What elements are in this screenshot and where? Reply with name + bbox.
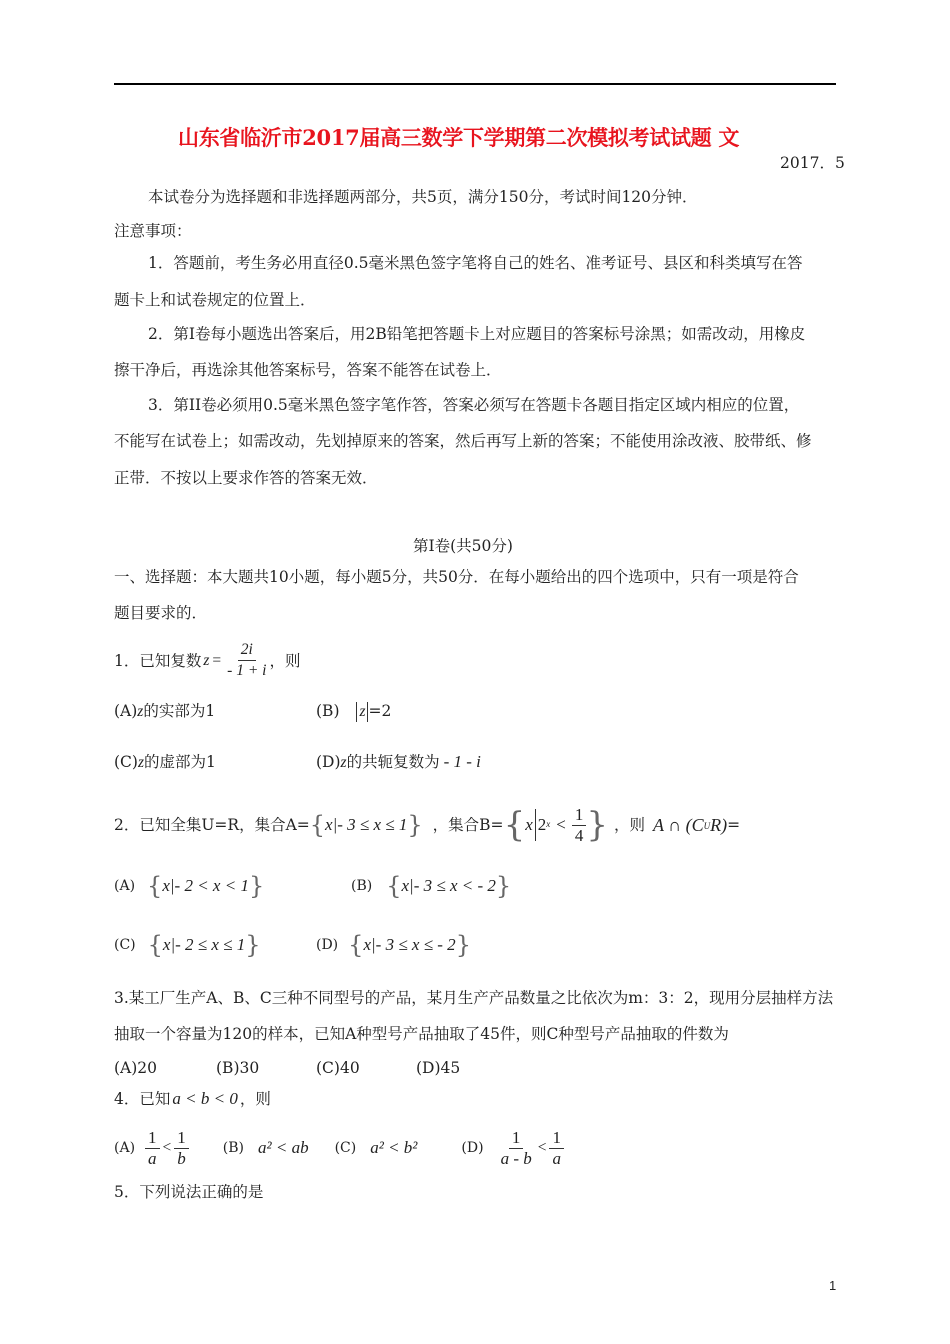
q4-prefix: 4．已知 [114,1090,171,1108]
notice-2-line-1: 2．第Ⅰ卷每小题选出答案后，用2B铅笔把答题卡上对应题目的答案标号涂黑；如需改动，用橡皮 [148,325,806,343]
q1-suffix: ，则 [269,651,301,670]
q1-c-var: z [137,754,145,771]
q1-option-b [316,701,391,722]
abs-bar-left [356,702,357,722]
q2-mid: ，集合B= [432,816,504,834]
q4-c-label: (C) [334,1140,357,1156]
q1-prefix: 1．已知复数 [114,651,202,670]
q1-eq: = [212,651,222,669]
q2-option-c [114,931,261,959]
q4-d-den-1: a - b [500,1148,532,1168]
q4-a-den-2: b [177,1148,186,1168]
question-4 [114,1089,271,1109]
q4-c-math: a² < b² [370,1138,418,1157]
q2-c-label: (C) [114,937,136,953]
q1-b-text: =2 [368,702,392,720]
q2-expr-sub: U [703,821,711,831]
q1-c-text: 的虚部为1 [144,753,216,771]
q2-a-opt: x|- 2 < x < 1 [162,876,249,895]
q2-a-label: (A) [114,878,136,894]
q4-d-den-2: a [552,1148,561,1168]
q2-d-label: (D) [316,937,339,953]
q4-d-frac-1 [498,1129,535,1168]
q4-d-num-2: 1 [549,1129,564,1149]
section-title: 第Ⅰ卷(共50分) [413,537,513,555]
notice-1-line-1: 1．答题前，考生务必用直径0.5毫米黑色签字笔将自己的姓名、准考证号、县区和科类填写在答 [148,254,803,272]
q4-a-num-2: 1 [174,1129,189,1149]
q1-denominator: - 1 + i [227,662,267,679]
question-5: 5．下列说法正确的是 [114,1183,264,1201]
q3-option-d: (D)45 [416,1059,461,1077]
q3-option-b: (B)30 [216,1059,260,1077]
q2-option-b [351,872,512,900]
q2-set-b-var: x [525,815,533,834]
q1-option-d [316,752,481,773]
notice-3-line-3: 正带．不按以上要求作答的答案无效． [114,469,378,487]
q2-eq: = [727,816,741,834]
q2-set-b-lt: < [556,815,566,834]
question-2 [114,804,741,845]
brace-close: } [455,931,471,959]
notice-3-line-2: 不能写在试卷上；如需改动，先划掉原来的答案，然后再写上新的答案；不能使用涂改液、胶带纸、修 [114,432,812,450]
q1-d-var: z [340,754,347,771]
brace-close: } [245,931,261,959]
set-bar [535,809,536,841]
brace-close: } [248,872,265,900]
q1-var: z [203,651,210,669]
q2-b-opt: x|- 3 ≤ x < - 2 [401,876,496,895]
q2-set-b-exp: x [546,819,551,829]
q4-d-num-1: 1 [509,1129,524,1149]
q2-set-b-base: 2 [537,815,547,834]
q4-d-frac-2 [549,1129,564,1168]
q4-a-frac-2 [174,1129,189,1168]
q4-a-frac-1 [145,1129,160,1168]
brace-open: { [348,931,364,959]
q1-b-var: z [359,703,366,720]
q2-option-a [114,872,265,900]
q1-option-c [114,752,216,773]
q2-prefix: 2．已知全集U=R，集合A= [114,816,310,834]
q2-expr-end: R) [710,815,728,835]
q4-b-label: (B) [222,1140,245,1156]
brace-open: { [503,805,526,845]
q1-option-a [114,701,215,722]
q3-line-2: 抽取一个容量为120的样本，已知A种型号产品抽取了45件，则C种型号产品抽取的件数为 [114,1025,729,1043]
q1-a-var: z [137,703,144,720]
q4-suffix: ，则 [239,1090,271,1108]
top-rule [114,83,836,85]
q4-d-lt: < [537,1139,547,1156]
notice-heading: 注意事项： [114,222,192,240]
brace-open: { [386,872,402,900]
page-title: 山东省临沂市2017届高三数学下学期第二次模拟考试试题 文 [178,125,740,150]
q3-option-c: (C)40 [316,1059,360,1077]
q2-expr: A ∩ (C [653,815,704,835]
intro-text: 本试卷分为选择题和非选择题两部分，共5页，满分150分，考试时间120分钟． [148,188,698,206]
q1-numerator: 2i [238,641,256,661]
q2-c-opt: x|- 2 ≤ x ≤ 1 [162,935,246,954]
brace-close: } [407,811,423,839]
q2-b-label: (B) [351,878,373,894]
q2-set-b-fraction [572,806,587,845]
notice-3-line-1: 3．第II卷必须用0.5毫米黑色签字笔作答，答案必须写在答题卡各题目指定区域内相应的位置， [148,396,800,414]
q1-a-text: 的实部为1 [143,702,216,720]
exam-date: 2017．5 [780,154,845,172]
page-number: 1 [829,1278,837,1293]
q2-set-a: x|- 3 ≤ x ≤ 1 [325,815,408,834]
part1-line-1: 一、选择题：本大题共10小题，每小题5分，共50分．在每小题给出的四个选项中，只有一项是符合 [114,568,799,586]
q2-suffix: ，则 [613,816,645,834]
brace-open: { [147,931,163,959]
q1-d-label: (D) [316,753,341,771]
q4-a-num-1: 1 [145,1129,160,1149]
q4-d-label: (D) [461,1140,484,1156]
part1-line-2: 题目要求的． [114,604,208,622]
brace-close: } [586,805,608,845]
q2-option-d [316,931,471,959]
notice-2-line-2: 擦干净后，再选涂其他答案标号，答案不能答在试卷上． [114,361,502,379]
q3-option-a: (A)20 [114,1059,158,1077]
q4-a-lt: < [162,1139,172,1156]
q4-a-label: (A) [114,1140,136,1156]
q1-a-label: (A) [114,702,138,720]
q2-d-opt: x|- 3 ≤ x ≤ - 2 [363,935,456,954]
q4-a-den-1: a [148,1148,157,1168]
q4-condition: a < b < 0 [172,1089,238,1108]
q3-line-1: 3.某工厂生产A、B、C三种不同型号的产品，某月生产产品数量之比依次为m：3：2，现用分层抽样方法 [114,989,834,1007]
q1-fraction [224,641,269,680]
brace-close: } [495,872,512,900]
brace-open: { [147,872,163,900]
brace-open: { [309,811,326,839]
q1-b-label: (B) [316,702,340,720]
question-1 [114,641,301,680]
q2-b-denominator: 4 [574,825,584,845]
q4-b-math: a² < ab [258,1138,309,1157]
q1-c-label: (C) [114,753,138,771]
q1-d-math: - 1 - i [443,752,481,771]
q2-b-numerator: 1 [572,806,587,826]
notice-1-line-2: 题卡上和试卷规定的位置上． [114,291,316,309]
q4-options [114,1126,564,1170]
q1-d-text: 的共轭复数为 [346,753,440,771]
